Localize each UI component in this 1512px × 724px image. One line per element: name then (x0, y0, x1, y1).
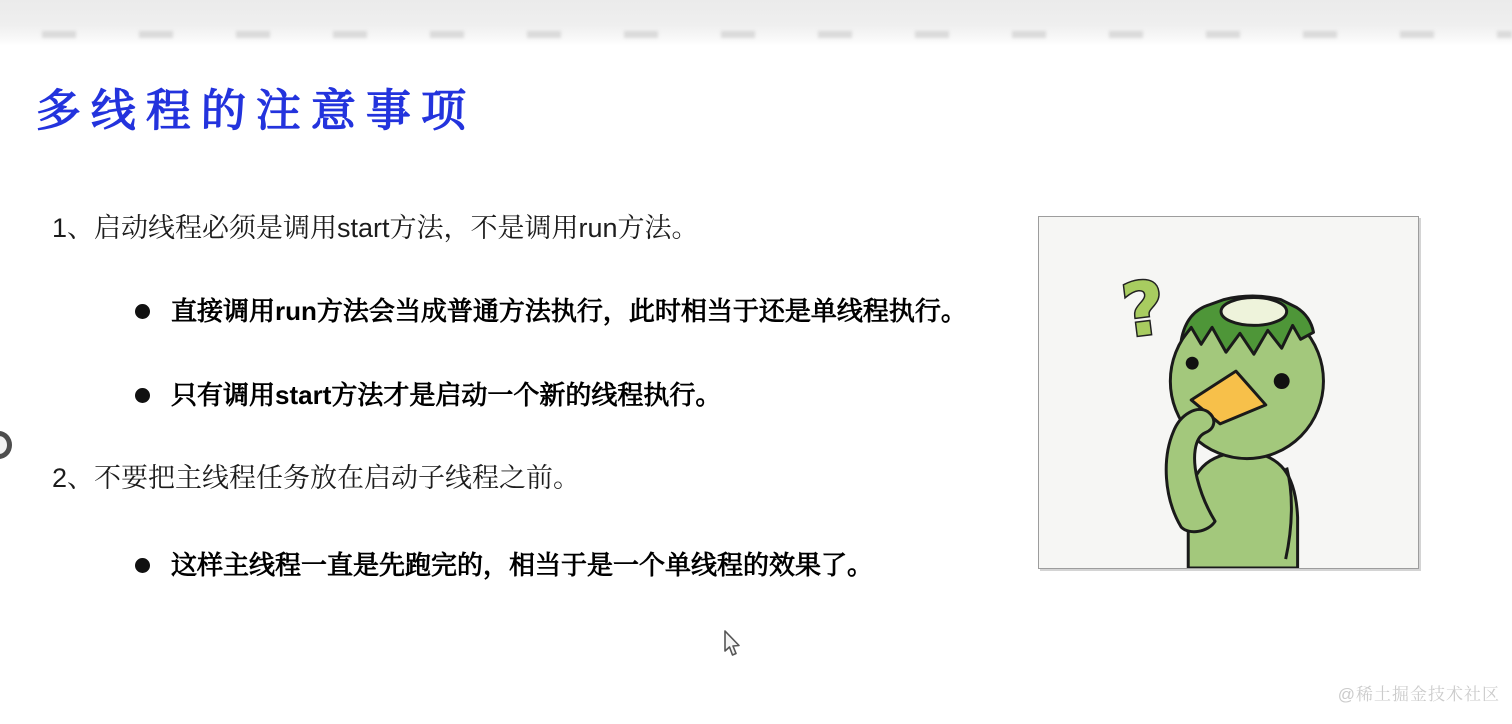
thinking-kappa-image (1038, 216, 1419, 569)
kappa-left-eye (1186, 357, 1199, 370)
list-item-1 (52, 211, 699, 245)
list-bullet-2 (135, 378, 721, 412)
list-bullet-2-text: 只有调用start方法才是启动一个新的线程执行。 (171, 380, 722, 410)
list-item-2 (52, 461, 580, 495)
bullet-icon (135, 558, 150, 573)
mouse-cursor-icon (722, 630, 742, 658)
kappa-plate (1221, 298, 1287, 326)
kappa-illustration-svg (1039, 217, 1418, 568)
list-item-2-text: 2、不要把主线程任务放在启动子线程之前。 (52, 463, 581, 493)
watermark: @稀土掘金技术社区 (1337, 685, 1500, 704)
list-item-1-text: 1、启动线程必须是调用start方法，不是调用run方法。 (52, 213, 699, 243)
top-blur-band (0, 0, 1512, 46)
bullet-icon (135, 304, 150, 319)
left-edge-notch (0, 431, 12, 459)
list-bullet-3-text: 这样主线程一直是先跑完的，相当于是一个单线程的效果了。 (171, 550, 874, 580)
top-blur-dashes (42, 31, 1512, 38)
page-title: 多线程的注意事项 (35, 85, 477, 136)
list-bullet-1 (135, 294, 967, 328)
list-bullet-3 (135, 548, 873, 582)
question-mark-icon: ? (1117, 265, 1171, 355)
kappa-right-eye (1274, 373, 1290, 389)
list-bullet-1-text: 直接调用run方法会当成普通方法执行，此时相当于还是单线程执行。 (171, 296, 967, 326)
bullet-icon (135, 388, 150, 403)
